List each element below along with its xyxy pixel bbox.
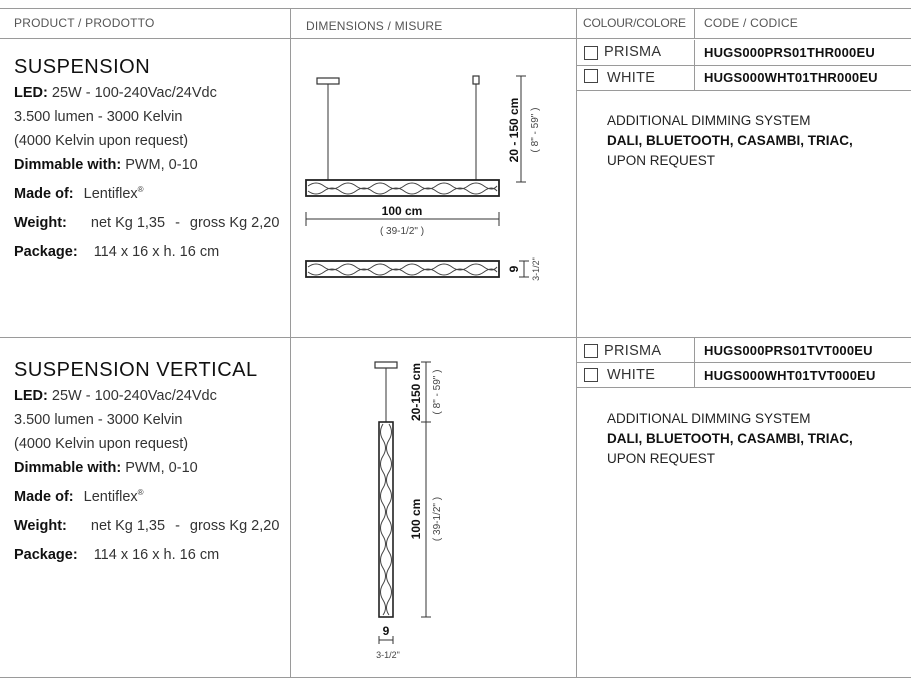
dimming-systems: DALI, BLUETOOTH, CASAMBI, TRIAC, xyxy=(607,133,853,148)
dimming-systems: DALI, BLUETOOTH, CASAMBI, TRIAC, xyxy=(607,431,853,446)
colour-checkbox-white[interactable] xyxy=(584,69,598,83)
product-code: HUGS000PRS01TVT000EU xyxy=(704,343,873,358)
made-value: Lentiflex xyxy=(83,488,138,505)
weight-net: net Kg 1,35 xyxy=(90,517,166,534)
dimming-note: UPON REQUEST xyxy=(607,451,716,466)
registered-mark: ® xyxy=(137,185,144,194)
product-code: HUGS000WHT01THR000EU xyxy=(704,70,878,85)
table-top-border xyxy=(0,8,911,9)
made-label: Made of: xyxy=(14,185,74,202)
colour-name: WHITE xyxy=(607,70,656,86)
package-value: 114 x 16 x h. 16 cm xyxy=(93,546,220,563)
length-in-label: ( 39-1/2" ) xyxy=(379,226,425,237)
height-in-label: ( 8" - 59" ) xyxy=(530,107,541,153)
height-in-label: ( 8" - 59" ) xyxy=(432,369,443,415)
ceiling-canopy xyxy=(473,76,479,84)
product-code: HUGS000PRS01THR000EU xyxy=(704,45,875,60)
suspension-vertical-dimension-drawing xyxy=(292,339,576,677)
header-code: CODE / CODICE xyxy=(704,16,798,30)
kelvin-note: (4000 Kelvin upon request) xyxy=(14,436,189,452)
row-divider xyxy=(0,337,911,338)
made-label: Made of: xyxy=(14,488,74,505)
ceiling-canopy xyxy=(317,78,339,84)
package-label: Package: xyxy=(14,243,78,260)
ceiling-canopy xyxy=(375,362,397,368)
colour-name: PRISMA xyxy=(604,44,662,60)
dimmable-value: PWM, 0-10 xyxy=(125,157,198,173)
product-title: SUSPENSION VERTICAL xyxy=(14,359,258,381)
lumen-text: 3.500 lumen - 3000 Kelvin xyxy=(14,109,183,125)
dimmable-label: Dimmable with: xyxy=(14,157,122,173)
depth-cm-label: 9 xyxy=(507,265,521,273)
additional-dimming-info xyxy=(607,111,853,171)
column-divider-dimensions xyxy=(290,8,291,678)
led-value: 25W - 100-240Vac/24Vdc xyxy=(51,85,217,101)
depth-in-label: 3-1/2" xyxy=(376,650,400,660)
length-in-label: ( 39-1/2" ) xyxy=(432,496,443,542)
led-value: 25W - 100-240Vac/24Vdc xyxy=(51,388,217,404)
led-label: LED: xyxy=(14,85,48,101)
header-divider xyxy=(0,38,911,39)
suspension-dimension-drawing xyxy=(292,40,576,336)
dimming-note: UPON REQUEST xyxy=(607,153,716,168)
dimmable-value: PWM, 0-10 xyxy=(125,460,198,476)
additional-dimming-info xyxy=(607,409,853,469)
weight-net: net Kg 1,35 xyxy=(90,214,166,231)
weight-label: Weight: xyxy=(14,214,67,231)
product-title: SUSPENSION xyxy=(14,56,151,78)
dimming-title: ADDITIONAL DIMMING SYSTEM xyxy=(607,411,811,426)
weight-label: Weight: xyxy=(14,517,67,534)
header-dimensions: DIMENSIONS / MISURE xyxy=(306,19,443,33)
colour-checkbox-white[interactable] xyxy=(584,368,598,382)
weight-sep: - xyxy=(175,517,180,534)
led-label: LED: xyxy=(14,388,48,404)
depth-cm-label: 9 xyxy=(382,624,390,638)
colour-checkbox-prisma[interactable] xyxy=(584,46,598,60)
dimmable-label: Dimmable with: xyxy=(14,460,122,476)
luminaire-body-top xyxy=(306,261,499,277)
product-code: HUGS000WHT01TVT000EU xyxy=(704,368,876,383)
header-product: PRODUCT / PRODOTTO xyxy=(14,16,155,30)
colour-name: WHITE xyxy=(607,367,656,383)
weight-gross: gross Kg 2,20 xyxy=(189,517,280,534)
kelvin-note: (4000 Kelvin upon request) xyxy=(14,133,189,149)
package-value: 114 x 16 x h. 16 cm xyxy=(93,243,220,260)
length-cm-label: 100 cm xyxy=(381,204,423,218)
height-cm-label: 20 - 150 cm xyxy=(507,97,521,163)
height-cm-label: 20-150 cm xyxy=(409,362,423,422)
colour-checkbox-prisma[interactable] xyxy=(584,344,598,358)
weight-gross: gross Kg 2,20 xyxy=(189,214,280,231)
table-bottom-border xyxy=(0,677,911,678)
header-colour: COLOUR/COLORE xyxy=(583,16,686,30)
product-specs xyxy=(14,384,279,567)
depth-in-label: 3-1/2" xyxy=(531,257,541,281)
length-cm-label: 100 cm xyxy=(409,498,423,540)
made-value: Lentiflex xyxy=(83,185,138,202)
dimming-title: ADDITIONAL DIMMING SYSTEM xyxy=(607,113,811,128)
package-label: Package: xyxy=(14,546,78,563)
colour-name: PRISMA xyxy=(604,343,662,359)
product-specs xyxy=(14,81,279,264)
registered-mark: ® xyxy=(137,488,144,497)
weight-sep: - xyxy=(175,214,180,231)
header-divider-code xyxy=(694,8,695,38)
lumen-text: 3.500 lumen - 3000 Kelvin xyxy=(14,412,183,428)
luminaire-body-front xyxy=(306,180,499,196)
column-divider-colour xyxy=(576,8,577,678)
luminaire-body-vertical xyxy=(379,422,393,617)
